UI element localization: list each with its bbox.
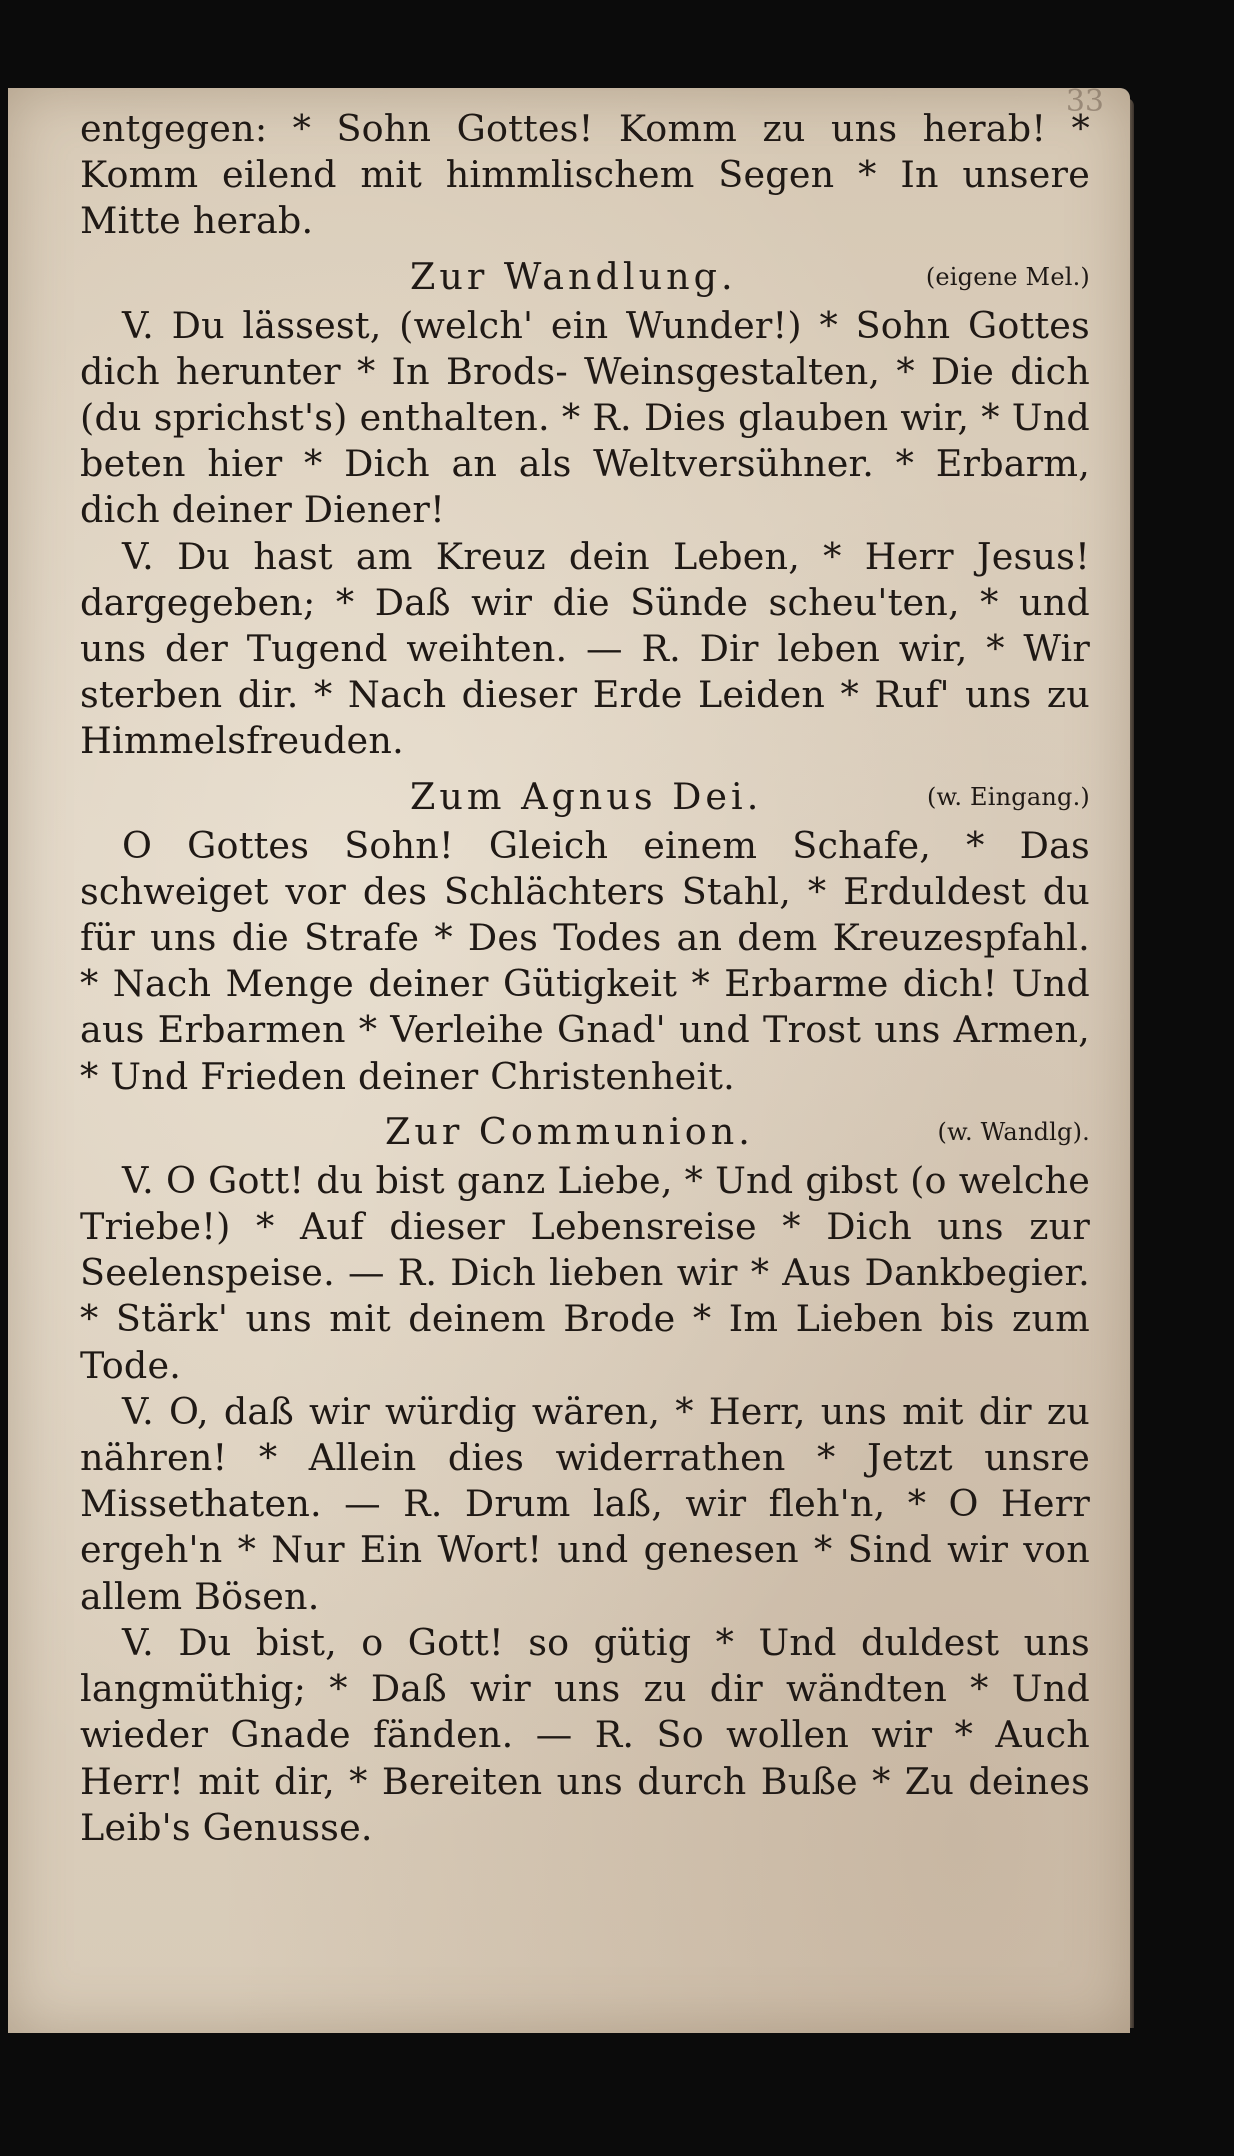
heading-title: Zur Wandlung. — [410, 254, 737, 298]
heading-title: Zum Agnus Dei. — [410, 774, 763, 818]
heading-title: Zur Communion. — [385, 1109, 754, 1153]
heading-melody-note: (w. Wandlg). — [937, 1117, 1090, 1146]
section-heading-communion — [80, 1106, 1090, 1158]
page-number: 33 — [1065, 88, 1104, 119]
verse-paragraph: O Gottes Sohn! Gleich einem Schafe, * Das schweiget vor des Schlächters Stahl, * Erduldest du für uns die Strafe * Des Todes an dem Kreuzespfahl. * Nach Menge deiner Gütigkeit * Erbarme dich! Und aus Erbarmen * Verleihe Gnad' und Trost uns Armen, * Und Frieden deiner Christenheit. — [80, 823, 1090, 1098]
section-heading-wandlung — [80, 251, 1090, 303]
page-text — [80, 106, 1090, 1851]
verse-paragraph: V. O, daß wir würdig wären, * Herr, uns mit dir zu nähren! * Allein dies widerrathen * Jetzt unsre Missethaten. — R. Drum laß, wir fleh'n, * O Herr ergeh'n * Nur Ein Wort! und genesen * Sind wir von allem Bösen. — [80, 1389, 1090, 1618]
verse-paragraph: V. Du hast am Kreuz dein Leben, * Herr Jesus! dargegeben; * Daß wir die Sünde scheu'ten, * und uns der Tugend weihten. — R. Dir leben wir, * Wir sterben dir. * Nach dieser Erde Leiden * Ruf' uns zu Himmelsfreuden. — [80, 534, 1090, 763]
verse-paragraph: V. Du lässest, (welch' ein Wunder!) * Sohn Gottes dich herunter * In Brods- Weinsgestalten, * Die dich (du sprichst's) enthalten. * R. Dies glauben wir, * Und beten hier * Dich an als Weltversühner. * Erbarm, dich deiner Diener! — [80, 303, 1090, 532]
heading-melody-note: (w. Eingang.) — [926, 782, 1090, 811]
section-heading-agnus-dei — [80, 771, 1090, 823]
verse-paragraph: V. Du bist, o Gott! so gütig * Und duldest uns langmüthig; * Daß wir uns zu dir wändten * Und wieder Gnade fänden. — R. So wollen wir * Auch Herr! mit dir, * Bereiten uns durch Buße * Zu deines Leib's Genusse. — [80, 1620, 1090, 1849]
heading-melody-note: (eigene Mel.) — [925, 262, 1090, 291]
verse-paragraph: V. O Gott! du bist ganz Liebe, * Und gibst (o welche Triebe!) * Auf dieser Lebensreise * Dich uns zur Seelenspeise. — R. Dich lieben wir * Aus Dankbegier. * Stärk' uns mit deinem Brode * Im Lieben bis zum Tode. — [80, 1158, 1090, 1387]
intro-paragraph: entgegen: * Sohn Gottes! Komm zu uns herab! * Komm eilend mit himmlischem Segen * In unsere Mitte herab. — [80, 107, 1090, 243]
